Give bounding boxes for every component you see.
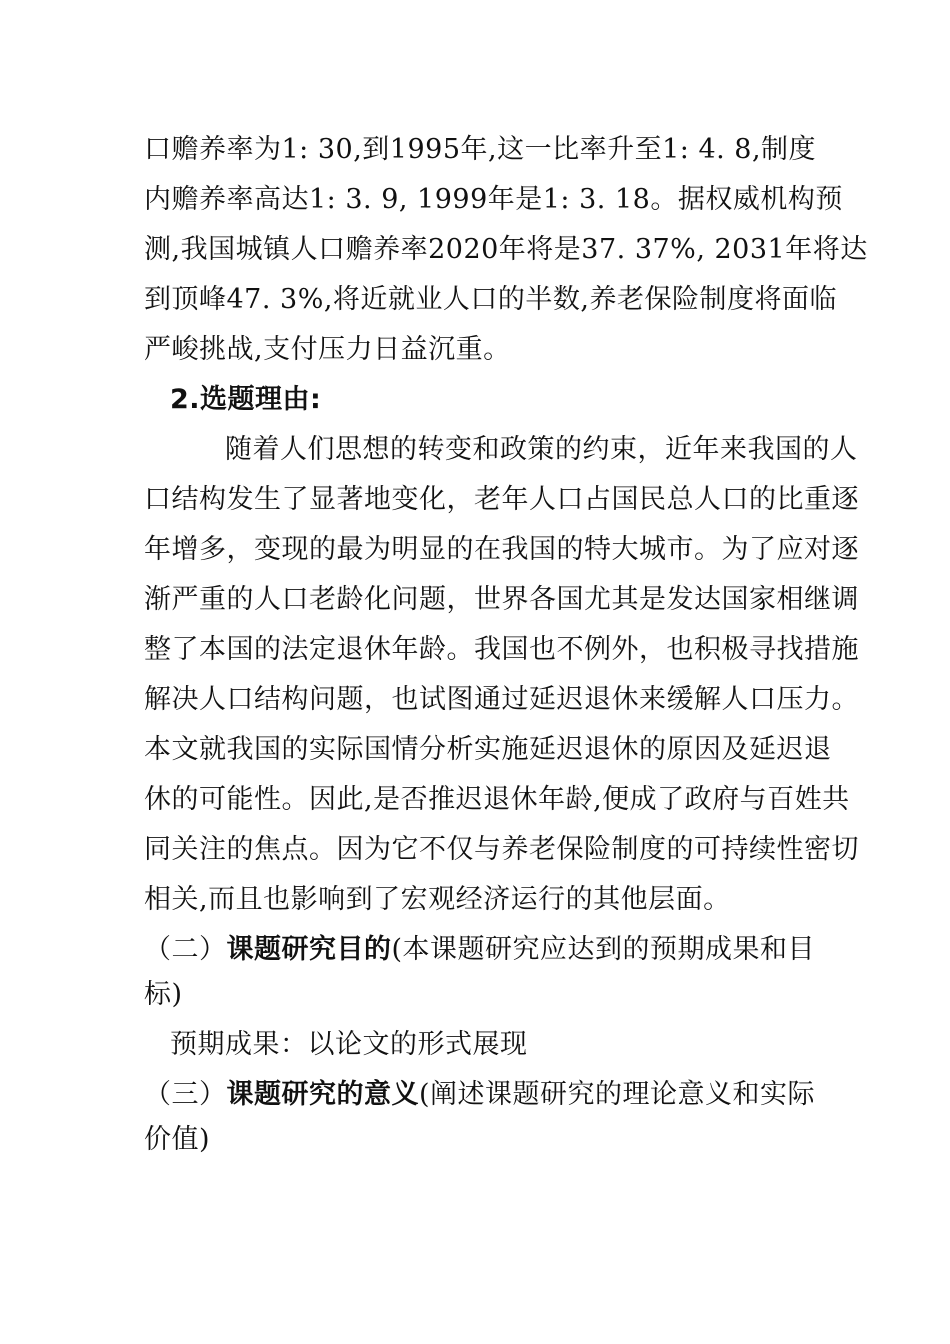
section-number: （二） [144, 934, 227, 965]
paragraph-line: 整了本国的法定退休年龄。我国也不例外，也积极寻找措施 [144, 634, 859, 665]
paragraph-line: 本文就我国的实际国情分析实施延迟退休的原因及延迟退 [144, 734, 832, 765]
section-note: (本课题研究应达到的预期成果和目 [391, 934, 816, 965]
section-heading-research-purpose [144, 930, 815, 970]
paragraph-line: 随着人们思想的转变和政策的约束，近年来我国的人 [225, 434, 858, 465]
section-note: (阐述课题研究的理论意义和实际 [419, 1079, 816, 1110]
section-note-continuation: 价值) [144, 1124, 211, 1155]
expected-result-line: 预期成果：以论文的形式展现 [170, 1029, 528, 1060]
paragraph-line: 到顶峰47. 3%,将近就业人口的半数,养老保险制度将面临 [144, 284, 838, 315]
section-title: 课题研究的意义 [226, 1079, 419, 1110]
section-heading-research-significance [144, 1075, 815, 1115]
section-heading-topic-reason: 2.选题理由: [170, 384, 322, 415]
paragraph-line: 解决人口结构问题，也试图通过延迟退休来缓解人口压力。 [144, 684, 859, 715]
paragraph-line: 休的可能性。因此,是否推迟退休年龄,便成了政府与百姓共 [144, 784, 850, 815]
paragraph-line: 严峻挑战,支付压力日益沉重。 [144, 334, 511, 365]
section-note-continuation: 标) [144, 979, 183, 1010]
paragraph-line: 口赡养率为1: 30,到1995年,这一比率升至1: 4. 8,制度 [144, 134, 817, 165]
section-title: 课题研究目的 [226, 934, 392, 965]
paragraph-line: 渐严重的人口老龄化问题，世界各国尤其是发达国家相继调 [144, 584, 859, 615]
paragraph-line: 口结构发生了显著地变化，老年人口占国民总人口的比重逐 [144, 484, 859, 515]
paragraph-line: 测,我国城镇人口赡养率2020年将是37. 37%, 2031年将达 [144, 234, 868, 265]
paragraph-line: 内赡养率高达1: 3. 9, 1999年是1: 3. 18。据权威机构预 [144, 184, 843, 215]
paragraph-line: 年增多，变现的最为明显的在我国的特大城市。为了应对逐 [144, 534, 859, 565]
paragraph-line: 相关,而且也影响到了宏观经济运行的其他层面。 [144, 884, 731, 915]
paragraph-line: 同关注的焦点。因为它不仅与养老保险制度的可持续性密切 [144, 834, 859, 865]
section-number: （三） [144, 1079, 227, 1110]
